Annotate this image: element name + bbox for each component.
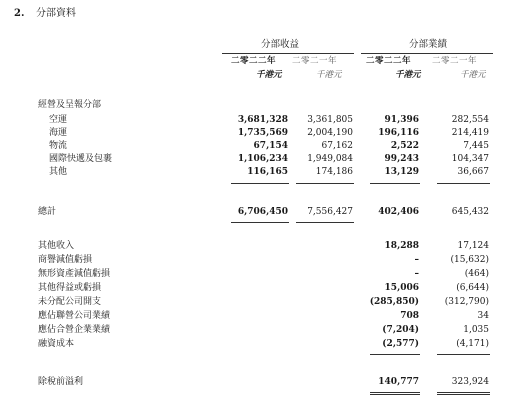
res-unit-current: 千港元 <box>395 70 421 80</box>
rev-2021: 1,949,084 <box>307 154 353 164</box>
rev-year-current: 二零二二年 <box>231 56 277 66</box>
pbt-res-2022: 140,777 <box>378 377 419 387</box>
rev-2021: 2,004,190 <box>307 128 353 138</box>
row-label: 其他收入 <box>38 241 75 251</box>
res-2022: 708 <box>400 311 419 321</box>
subtotal-rule <box>296 183 354 184</box>
res-unit-prior: 千港元 <box>460 70 486 80</box>
res-2021: (4,171) <box>456 339 489 349</box>
profit-before-tax-label: 除稅前溢利 <box>38 377 84 387</box>
operating-segments-label: 經營及呈報分部 <box>38 100 102 110</box>
res-2022: 15,006 <box>384 283 419 293</box>
rev-unit-prior: 千港元 <box>316 70 342 80</box>
rev-2022: 1,106,234 <box>237 154 288 164</box>
res-2022: (7,204) <box>382 325 419 335</box>
row-label: 其他得益或虧損 <box>38 283 102 293</box>
res-2021: (312,790) <box>444 297 489 307</box>
total-res-2022: 402,406 <box>378 207 419 217</box>
res-2022: 2,522 <box>390 141 419 151</box>
res-2022: 99,243 <box>384 154 419 164</box>
res-2021: 34 <box>477 311 489 321</box>
total-label: 總計 <box>38 207 57 217</box>
res-2022: 196,116 <box>378 128 419 138</box>
res-2022: 13,129 <box>384 167 419 177</box>
row-label: 應佔合營企業業績 <box>38 325 111 335</box>
total-rule <box>370 392 420 393</box>
rev-2022: 3,681,328 <box>237 115 288 125</box>
section-title: 分部資料 <box>36 8 76 19</box>
row-label: 融資成本 <box>38 339 75 349</box>
res-2021: (6,644) <box>456 283 489 293</box>
total-rule <box>370 394 420 395</box>
rev-year-prior: 二零二一年 <box>292 56 338 66</box>
res-2021: 214,419 <box>451 128 489 138</box>
rev-2022: 1,735,569 <box>237 128 288 138</box>
row-label: 未分配公司開支 <box>38 297 102 307</box>
row-label: 空運 <box>49 115 68 125</box>
total-rule <box>231 222 289 223</box>
res-2022: (285,850) <box>369 297 419 307</box>
total-rule <box>437 394 490 395</box>
res-2022: (2,577) <box>382 339 419 349</box>
res-2021: 1,035 <box>463 325 489 335</box>
row-label: 商譽減值虧損 <box>38 255 93 265</box>
subtotal-rule <box>437 183 490 184</box>
subtotal-rule <box>370 354 420 355</box>
section-number: 2. <box>14 8 25 19</box>
total-res-2021: 645,432 <box>451 207 489 217</box>
subtotal-rule <box>437 354 490 355</box>
subtotal-rule <box>231 183 289 184</box>
total-rev-2021: 7,556,427 <box>307 207 353 217</box>
res-year-current: 二零二二年 <box>366 56 412 66</box>
pbt-res-2021: 323,924 <box>451 377 489 387</box>
revenue-header-rule <box>222 53 354 54</box>
rev-2022: 67,154 <box>253 141 288 151</box>
res-2021: 17,124 <box>457 241 489 251</box>
res-2021: 104,347 <box>451 154 489 164</box>
rev-unit-current: 千港元 <box>256 70 282 80</box>
subtotal-rule <box>370 183 420 184</box>
results-header-rule <box>361 53 493 54</box>
row-label: 無形資產減值虧損 <box>38 269 111 279</box>
total-rev-2022: 6,706,450 <box>237 207 288 217</box>
res-2021: (464) <box>464 269 489 279</box>
res-2021: 7,445 <box>463 141 489 151</box>
res-2022: – <box>414 255 419 265</box>
revenue-group-header: 分部收益 <box>261 39 300 50</box>
total-rule <box>437 392 490 393</box>
row-label: 其他 <box>49 167 68 177</box>
row-label: 國際快遞及包裹 <box>49 154 113 164</box>
total-rule <box>296 222 354 223</box>
res-2022: 91,396 <box>384 115 419 125</box>
rev-2021: 67,162 <box>321 141 353 151</box>
row-label: 應佔聯營公司業績 <box>38 311 111 321</box>
res-2022: 18,288 <box>384 241 419 251</box>
results-group-header: 分部業績 <box>409 39 448 50</box>
res-2021: (15,632) <box>450 255 489 265</box>
rev-2022: 116,165 <box>247 167 288 177</box>
rev-2021: 174,186 <box>315 167 353 177</box>
res-2022: – <box>414 269 419 279</box>
res-2021: 36,667 <box>457 167 489 177</box>
rev-2021: 3,361,805 <box>307 115 353 125</box>
row-label: 物流 <box>49 141 68 151</box>
row-label: 海運 <box>49 128 68 138</box>
res-2021: 282,554 <box>451 115 489 125</box>
res-year-prior: 二零二一年 <box>432 56 478 66</box>
